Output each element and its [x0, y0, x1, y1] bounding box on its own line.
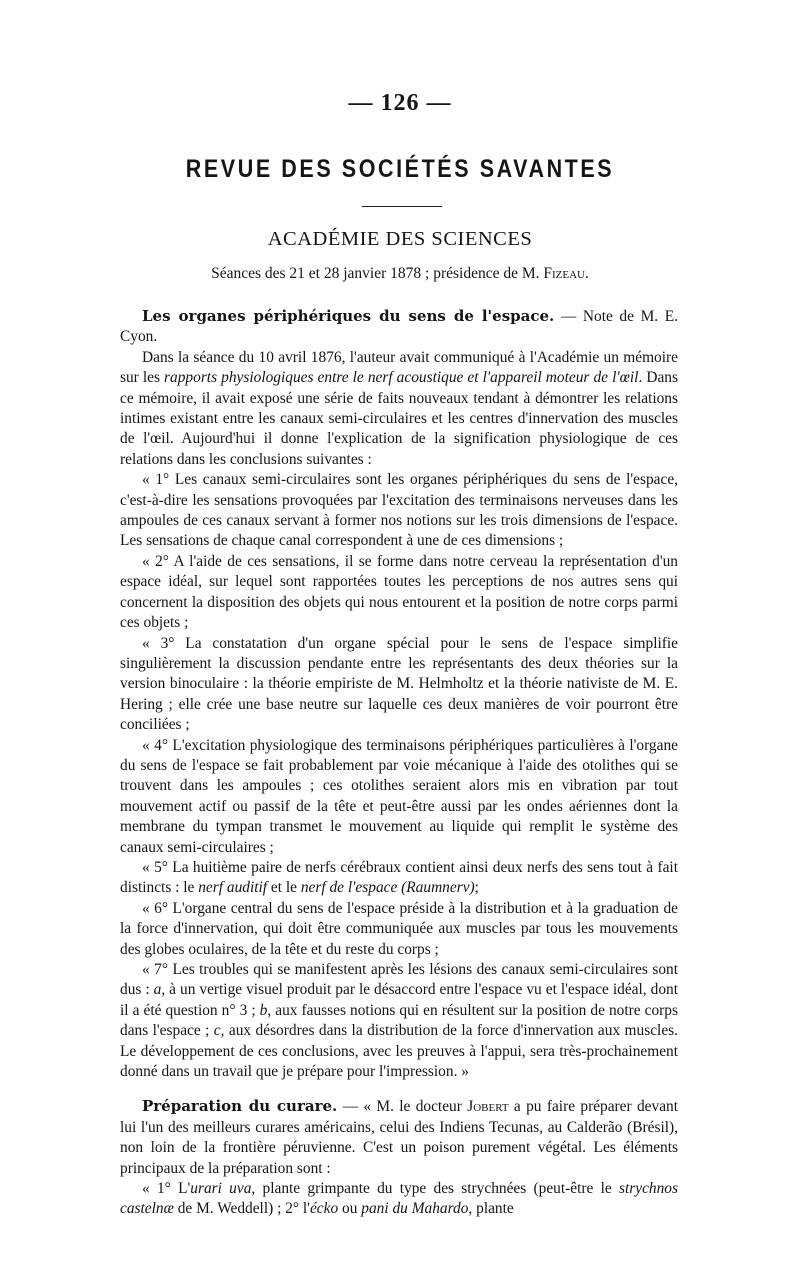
- session-text: Séances des 21 et 28 janvier 1878 ; présidence de M.: [211, 265, 540, 282]
- journal-title: REVUE DES SOCIÉTÉS SAVANTES: [185, 155, 615, 183]
- italic-text: écko: [309, 1200, 339, 1218]
- text: , à un vertige visuel produit par le désaccord entre l'espace vu et l'espace idéal, dont il a été question n° 3 ;: [120, 981, 678, 1019]
- paragraph: « 2° A l'aide de ces sensations, il se forme dans notre cerveau la représentation d'un espace idéal, sur lequel sont rapportées toutes les perceptions de nos autres sens qui concernent la disposition des objets qui nous entourent et la position de notre corps parmi ces objets ;: [120, 552, 678, 632]
- paragraph: [120, 960, 678, 1082]
- italic-text: pani du Mahardo: [361, 1200, 469, 1218]
- session-line: [0, 265, 800, 283]
- italic-text: b: [259, 1001, 268, 1019]
- paragraph: « 6° L'organe central du sens de l'espace préside à la distribution et à la graduation de la force d'innervation, qui doit être communiquée aux muscles par tous les mouvements des globes oculaires, de la tête et du reste du corps ;: [120, 899, 678, 958]
- italic-text: nerf auditif: [198, 879, 268, 897]
- text: , aux fausses notions qui en résultent sur la position de notre corps dans l'espace ;: [120, 1001, 678, 1040]
- article1-heading: Les organes périphériques du sens de l'espace.: [142, 307, 555, 325]
- text: , plante: [468, 1200, 514, 1218]
- italic-text: nerf de l'espace (Raumnerv): [300, 879, 475, 897]
- article-body: [120, 306, 678, 1220]
- paragraph: « 4° L'excitation physiologique des terminaisons périphériques particulières à l'organe du sens de l'espace se fait probablement par voie mécanique à l'aide des otolithes qui se trouvent dans les ampoules ; ces otolithes seraient alors mis en vibration par tout mouvement actif ou passif de la tête et peut-être aussi par les ondes aériennes dont la membrane du tympan transmet le mouvement au liquide qui remplit le système des canaux semi-circulaires ;: [120, 736, 678, 856]
- text: . Dans ce mémoire, il avait exposé une série de faits nouveaux tendant à démontrer les relations intimes existant entre les canaux semi-circulaires et les centres d'innervation des muscles de l'œil. Aujourd'hui il donne l'explication de la signification physiologique de ces relations dans les conclusions suivantes :: [120, 369, 678, 468]
- italic-text: strychnos castelnæ: [120, 1180, 678, 1218]
- text: Dans la séance du 10 avril 1876, l'auteur avait communiqué à l'Académie un mémoire sur les: [120, 348, 678, 387]
- text: ;: [474, 879, 479, 897]
- title-rule: [362, 206, 442, 207]
- text: « 5° La huitième paire de nerfs cérébraux contient ainsi deux nerfs des sens tout à fait distincts : le: [120, 858, 678, 897]
- text: « 1° L': [142, 1180, 191, 1198]
- article1-note: — Note de M. E. Cyon.: [120, 308, 678, 346]
- session-end: .: [585, 265, 589, 282]
- text: , plante grimpante du type des strychnées (peut-être le: [251, 1180, 619, 1198]
- paragraph: « 3° La constatation d'un organe spécial pour le sens de l'espace simplifie singulièrement la discussion pendante entre les représentants des deux théories sur la version binoculaire : la théorie empiriste de M. Helmholtz et la théorie nativiste de M. E. Hering ; elle crée une base neutre sur laquelle ces deux manières de voir pourront être conciliées ;: [120, 634, 678, 734]
- paragraph: « 1° Les canaux semi-circulaires sont les organes périphériques du sens de l'espace, c'est-à-dire les sensations provoquées par l'excitation des terminaisons nerveuses dans les ampoules de ces canaux servant à former nos notions sur les trois dimensions de l'espace. Les sensations de chaque canal correspondent à une de ces dimensions ;: [120, 471, 678, 550]
- text: , aux désordres dans la distribution de la force d'innervation aux muscles. Le développement de ces conclusions, avec les preuves à l'appui, sera très-prochainement donné dans un travail que je prépare pour l'impression. »: [120, 1022, 678, 1081]
- italic-text: c: [213, 1022, 221, 1040]
- section-title: ACADÉMIE DES SCIENCES: [267, 228, 533, 250]
- president-name: Fizeau: [543, 265, 586, 282]
- text: — « M. le docteur: [337, 1098, 468, 1116]
- page-number: — 126 —: [348, 90, 452, 116]
- italic-text: a: [153, 981, 162, 999]
- article1-heading-para: [120, 306, 678, 348]
- paragraph: [120, 348, 678, 470]
- italic-text: rapports physiologiques entre le nerf acoustique et l'appareil moteur de l'œil: [164, 369, 639, 387]
- text: « 7° Les troubles qui se manifestent après les lésions des canaux semi-circulaires sont dus :: [120, 961, 678, 999]
- text: ou: [338, 1200, 362, 1218]
- italic-text: urari uva: [190, 1180, 252, 1198]
- text: a pu faire préparer devant lui l'un des meilleurs curares américains, celui des Indiens Tecunas, au Calderão (Brésil), non loin de la frontière péruvienne. C'est un poison purement végétal. Les éléments principaux de la préparation sont :: [120, 1098, 679, 1177]
- text: de M. Weddell) ; 2° l': [173, 1200, 310, 1218]
- text: et le: [267, 879, 301, 897]
- article2-heading: Préparation du curare.: [142, 1097, 338, 1116]
- article2-heading-para: [120, 1096, 678, 1179]
- author-name: Jobert: [467, 1098, 509, 1116]
- paragraph: [120, 1179, 678, 1220]
- paragraph: [120, 858, 678, 899]
